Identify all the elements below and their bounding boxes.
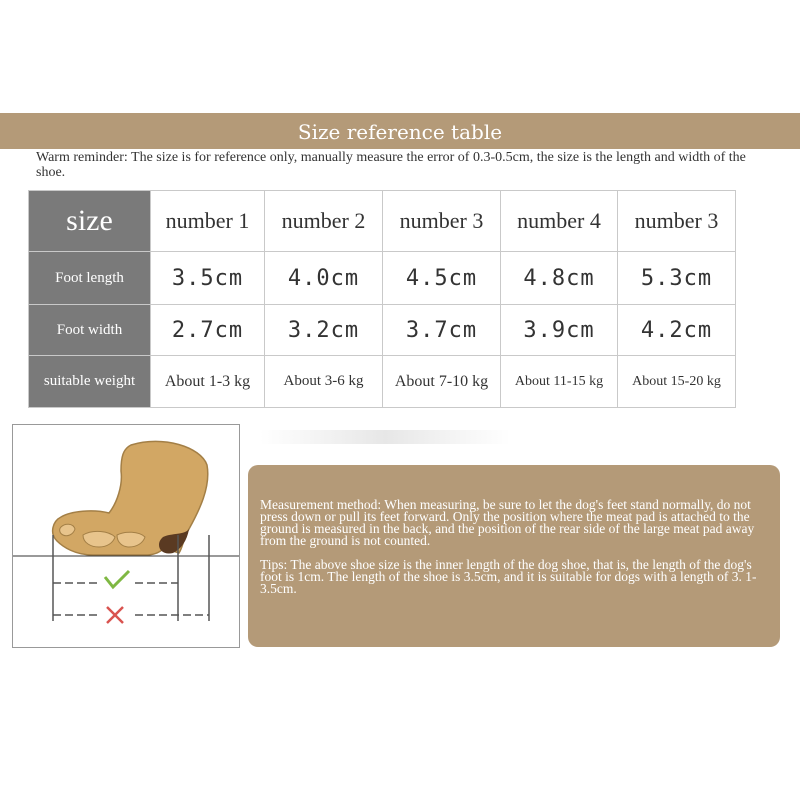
table-header-row <box>29 191 736 252</box>
row-label: suitable weight <box>29 356 151 408</box>
table-cell: 4.0cm <box>265 252 383 305</box>
table-cell: 2.7cm <box>151 305 265 356</box>
table-cell: 5.3cm <box>618 252 736 305</box>
table-cell: 3.7cm <box>383 305 501 356</box>
paw-measurement-diagram <box>12 424 240 648</box>
measurement-method-text: Measurement method: When measuring, be sure to let the dog's feet stand normally, do not press down or pull its feet forward. Only the position where the meat pad is attached to the ground is measured in the back, and the position of the rear side of the large meat pad away from the ground is not counted. <box>260 497 755 548</box>
header-number: number 3 <box>618 191 736 252</box>
table-cell: 3.2cm <box>265 305 383 356</box>
paw-diagram-svg <box>13 425 239 647</box>
paw-icon <box>53 441 208 555</box>
table-cell: 3.9cm <box>501 305 618 356</box>
table-cell: 4.8cm <box>501 252 618 305</box>
row-label: Foot width <box>29 305 151 356</box>
tips-text: Tips: The above shoe size is the inner length of the dog shoe, that is, the length of the dog's foot is 1cm. The length of the shoe is 3.5cm, and it is suitable for dogs with a length of 3. 1-3.5cm. <box>260 557 757 596</box>
table-row <box>29 305 736 356</box>
table-cell: 4.5cm <box>383 252 501 305</box>
faded-banner-strip <box>260 430 510 444</box>
info-panel <box>248 465 780 647</box>
page-title: Size reference table <box>297 120 503 144</box>
table-row <box>29 356 736 408</box>
table-cell: About 3-6 kg <box>265 356 383 408</box>
row-label: Foot length <box>29 252 151 305</box>
header-number: number 3 <box>383 191 501 252</box>
header-number: number 1 <box>151 191 265 252</box>
table-cell: About 1-3 kg <box>151 356 265 408</box>
table-cell: About 7-10 kg <box>383 356 501 408</box>
table-cell: About 11-15 kg <box>501 356 618 408</box>
table-cell: About 15-20 kg <box>618 356 736 408</box>
header-number: number 2 <box>265 191 383 252</box>
size-table <box>28 190 736 408</box>
check-icon <box>105 571 129 587</box>
table-row <box>29 252 736 305</box>
table-cell: 3.5cm <box>151 252 265 305</box>
table-cell: 4.2cm <box>618 305 736 356</box>
header-size: size <box>29 191 151 252</box>
header-number: number 4 <box>501 191 618 252</box>
warm-reminder: Warm reminder: The size is for reference only, manually measure the error of 0.3-0.5cm, the size is the length and width of the shoe. <box>36 150 746 180</box>
cross-icon <box>107 607 123 623</box>
title-banner <box>0 113 800 149</box>
